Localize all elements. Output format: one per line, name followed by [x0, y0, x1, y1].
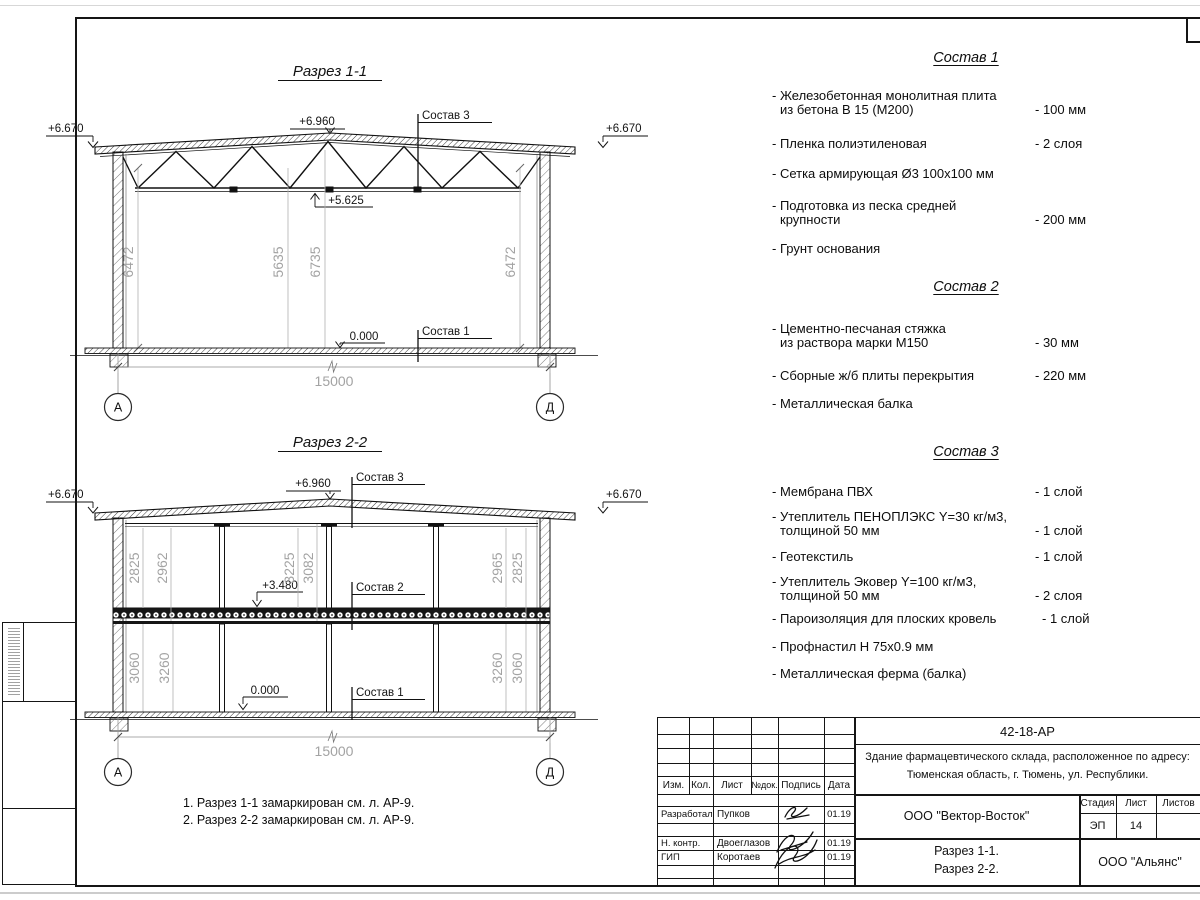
item-text: - Металлическая ферма (балка)	[772, 666, 967, 681]
filing-strip-microtext	[8, 628, 20, 696]
dim-text: 3225	[281, 552, 297, 584]
elevation-value: 0.000	[349, 331, 379, 343]
comp3-title: Состав 3	[933, 444, 999, 460]
axis-letter: А	[113, 765, 123, 780]
elevation-value: +6.670	[606, 489, 642, 501]
section-1-title-text: Разрез 1-1	[292, 63, 368, 80]
leader-label: Состав 1	[422, 326, 470, 338]
elevation-mark-left	[46, 489, 98, 513]
comp1-item	[772, 199, 1108, 226]
filing-strip-line	[3, 808, 75, 809]
item-text: - Пароизоляция для плоских кровель	[772, 611, 997, 626]
leader-label: Состав 2	[356, 582, 404, 594]
tb-sheet-label: Лист	[1125, 798, 1147, 809]
comp1-item	[772, 137, 1108, 151]
dim-text: 2825	[126, 552, 142, 584]
item-text: - Металлическая балка	[772, 396, 913, 411]
section-2-drawing	[40, 420, 642, 805]
elevation-value: +6.670	[606, 123, 642, 135]
tb-sheets-value	[1156, 813, 1200, 838]
floor-and-foundation	[70, 712, 598, 731]
elevation-value: +6.670	[48, 123, 84, 135]
floor-and-foundation	[70, 348, 598, 367]
tb-col-podpis: Подпись	[781, 779, 821, 791]
axis-letter: Д	[545, 765, 555, 780]
tb-name: Коротаев	[717, 852, 761, 863]
comp3-item	[772, 575, 1108, 602]
dim-text: 3260	[489, 652, 505, 684]
signatures	[763, 790, 843, 875]
comp3-item	[772, 550, 1108, 564]
dim-text: 6735	[307, 246, 323, 278]
tb-date: 01.19	[827, 852, 851, 863]
section-1-drawing	[40, 50, 642, 425]
elevation-mark-peak	[286, 478, 341, 499]
tb-line	[658, 734, 854, 735]
tb-col-data: Дата	[827, 779, 851, 791]
frame-corner-box	[1186, 17, 1200, 43]
dim-text: 3082	[300, 552, 316, 584]
elevation-mark-peak	[290, 116, 345, 134]
item-text: - Профнастил Н 75х0.9 мм	[772, 639, 934, 654]
leader-label: Состав 3	[356, 472, 404, 484]
elevation-value: +3.480	[262, 580, 298, 592]
vertical-dimensions	[120, 150, 524, 352]
section-1-title	[278, 63, 382, 81]
tb-col-list: Лист	[721, 779, 743, 791]
tb-sheet-value: 14	[1129, 819, 1143, 832]
item-text: - Сборные ж/б плиты перекрытия	[772, 368, 975, 383]
item-value: - 100 мм	[1035, 101, 1087, 117]
columns-lower	[220, 624, 439, 712]
tb-content-line1: Разрез 1-1.	[934, 844, 999, 858]
columns-upper	[214, 524, 444, 609]
item-text: - Цементно-песчаная стяжка	[772, 321, 946, 336]
note-line: 2. Разрез 2-2 замаркирован см. л. АР-9.	[183, 813, 415, 827]
tb-organization: ООО "Вектор-Восток"	[903, 809, 1030, 823]
tb-name: Пупков	[717, 809, 750, 820]
item-text: - Грунт основания	[772, 241, 881, 256]
dim-text: 2825	[509, 552, 525, 584]
item-text: - Сетка армирующая Ø3 100х100 мм	[772, 166, 994, 181]
elevation-value: 0.000	[250, 685, 280, 697]
tb-col-izm: Изм.	[662, 779, 685, 791]
dim-text: 6472	[120, 246, 136, 278]
section-2-title	[278, 434, 382, 452]
dim-text: 3060	[509, 652, 525, 684]
walls	[113, 152, 550, 348]
title-block	[657, 717, 1200, 886]
tb-name: Двоеглазов	[717, 837, 771, 849]
item-value: - 1 слой	[1035, 549, 1083, 564]
dim-text: 5635	[270, 246, 286, 278]
roof-band	[95, 499, 575, 527]
tb-date: 01.19	[827, 837, 851, 849]
tb-content-line2: Разрез 2-2.	[934, 862, 999, 876]
comp3-item	[772, 667, 1108, 681]
filing-strip-divider	[23, 623, 24, 701]
item-value: - 2 слоя	[1035, 136, 1083, 151]
sheet-notes	[183, 795, 414, 829]
tb-col-dok: №док.	[751, 780, 778, 790]
item-text: - Утеплитель Эковер Y=100 кг/м3,	[772, 574, 977, 589]
comp1-item	[772, 167, 1108, 181]
elevation-value: +6.960	[299, 116, 335, 128]
tb-date: 01.19	[827, 809, 851, 820]
tb-stage-value: ЭП	[1089, 819, 1106, 832]
middle-slab	[113, 608, 550, 624]
tb-line	[713, 718, 714, 886]
tb-role: ГИП	[661, 852, 680, 863]
leader-sostav-3	[352, 472, 425, 528]
signature-nkontr	[777, 832, 813, 852]
item-value: - 30 мм	[1035, 334, 1079, 350]
comp3-item	[772, 612, 1108, 626]
comp3-item	[772, 510, 1108, 537]
item-text: крупности	[780, 211, 841, 227]
span-text: 15000	[314, 373, 354, 389]
item-text: - Геотекстиль	[772, 549, 854, 564]
item-text: - Железобетонная монолитная плита	[772, 88, 997, 103]
span-dimension	[114, 717, 554, 759]
item-value: - 220 мм	[1035, 368, 1087, 383]
comp2-item	[772, 322, 1108, 349]
comp1-title: Состав 1	[933, 50, 999, 66]
dim-text: 3060	[126, 652, 142, 684]
tb-line	[658, 748, 854, 749]
signature-razrabotal	[785, 807, 809, 819]
tb-description-line2: Тюменская область, г. Тюмень, ул. Республики.	[906, 768, 1149, 781]
tb-role: Н. контр.	[661, 837, 701, 849]
tb-sheets-label: Листов	[1162, 798, 1195, 809]
item-value: - 1 слой	[1042, 611, 1090, 626]
roof-band	[95, 133, 575, 157]
elevation-mark-floor	[239, 685, 289, 710]
note-line: 1. Разрез 1-1 замаркирован см. л. АР-9.	[183, 796, 415, 810]
dim-text: 2962	[154, 552, 170, 584]
tb-line	[854, 744, 1200, 745]
dim-text: 6472	[502, 246, 518, 278]
elevation-value: +6.960	[295, 478, 331, 490]
comp2-item	[772, 397, 1108, 411]
item-value: - 2 слоя	[1035, 587, 1083, 603]
elevation-mark-truss	[311, 194, 374, 208]
comp3-item	[772, 640, 1108, 654]
tb-doc-number: 42-18-АР	[1000, 723, 1055, 739]
item-text: из раствора марки М150	[780, 334, 929, 350]
span-text: 15000	[314, 743, 354, 759]
item-value: - 1 слой	[1035, 484, 1083, 499]
elevation-value: +5.625	[328, 195, 364, 207]
tb-line	[658, 763, 854, 764]
leader-sostav-1	[418, 326, 492, 362]
tb-role: Разработал	[661, 809, 713, 820]
item-text: - Подготовка из песка средней	[772, 198, 957, 213]
comp3-item	[772, 485, 1108, 499]
tb-stage-label: Стадия	[1080, 798, 1115, 809]
item-value: - 200 мм	[1035, 211, 1087, 227]
tb-customer: ООО "Альянс"	[1098, 855, 1182, 869]
elevation-mark-floor	[336, 331, 386, 348]
dim-text: 3260	[156, 652, 172, 684]
item-text: - Утеплитель ПЕНОПЛЭКС Y=30 кг/м3,	[772, 509, 1008, 524]
dim-text: 2965	[489, 552, 505, 584]
axis-letter: Д	[545, 400, 555, 415]
comp1-item	[772, 242, 1108, 256]
item-text: - Мембрана ПВХ	[772, 484, 873, 499]
section-2-title-text: Разрез 2-2	[292, 434, 368, 451]
tb-line	[658, 878, 854, 879]
item-text: толщиной 50 мм	[780, 587, 880, 603]
comp2-title: Состав 2	[933, 279, 999, 295]
leader-label: Состав 3	[422, 110, 470, 122]
item-text: из бетона В 15 (М200)	[780, 101, 914, 117]
elevation-mark-left	[46, 123, 98, 148]
leader-label: Состав 1	[356, 687, 404, 699]
span-dimension	[114, 353, 554, 389]
item-text: - Пленка полиэтиленовая	[772, 136, 927, 151]
item-text: толщиной 50 мм	[780, 522, 880, 538]
item-value: - 1 слой	[1035, 522, 1083, 538]
comp2-item	[772, 369, 1108, 383]
tb-description-line1: Здание фармацевтического склада, расположенное по адресу:	[865, 750, 1190, 763]
comp1-item	[772, 89, 1108, 116]
tb-col-kol: Кол.	[691, 779, 711, 791]
axis-letter: А	[113, 400, 123, 415]
elevation-value: +6.670	[48, 489, 84, 501]
